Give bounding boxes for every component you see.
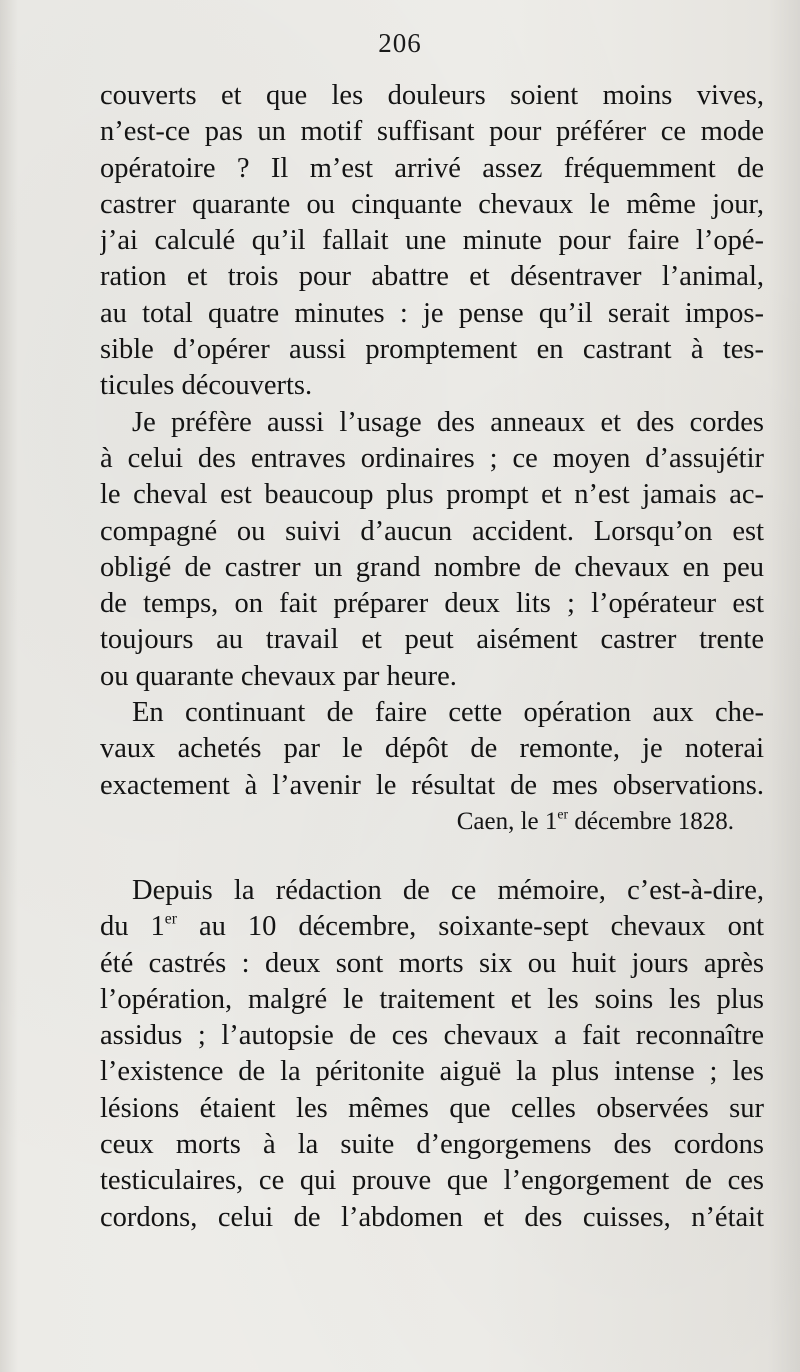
text-line: l’existence de la péritonite aiguë la plus intense ; les <box>100 1056 764 1088</box>
text-line: j’ai calculé qu’il fallait une minute pour faire l’opé- <box>100 225 764 257</box>
text-line: opératoire ? Il m’est arrivé assez fréquemment de <box>100 152 764 184</box>
text-line: sible d’opérer aussi promptement en castrant à tes- <box>100 334 764 366</box>
ordinal-superscript: er <box>164 910 177 928</box>
page-number: 206 <box>378 28 422 58</box>
signature-prefix: Caen, le 1 <box>456 807 558 835</box>
text-fragment: au 10 décembre, soixante-sept chevaux ont <box>176 911 764 943</box>
text-line: le cheval est beaucoup plus prompt et n’est jamais ac- <box>100 479 764 511</box>
paragraph-start-line: Depuis la rédaction de ce mémoire, c’est-à-dire, <box>132 875 764 906</box>
text-line: couverts et que les douleurs soient moins vives, <box>100 80 764 111</box>
date-signature <box>100 804 764 840</box>
text-line: compagné ou suivi d’aucun accident. Lorsqu’on est <box>100 515 764 547</box>
text-line: été castrés : deux sont morts six ou huit jours après <box>100 947 764 979</box>
text-line: obligé de castrer un grand nombre de chevaux en peu <box>100 551 764 583</box>
text-line: de temps, on fait préparer deux lits ; l’opérateur est <box>100 588 764 620</box>
body-text-section-1 <box>100 78 764 840</box>
text-line: testiculaires, ce qui prouve que l’engorgement de ces <box>100 1165 764 1197</box>
body-text-section-2 <box>100 873 764 1236</box>
text-line: castrer quarante ou cinquante chevaux le même jour, <box>100 188 764 220</box>
text-line: cordons, celui de l’abdomen et des cuisses, n’était <box>100 1201 764 1233</box>
text-line <box>100 909 764 945</box>
text-fragment: du 1 <box>100 911 165 943</box>
text-line: toujours au travail et peut aisément castrer trente <box>100 624 764 656</box>
text-line: assidus ; l’autopsie de ces chevaux a fait reconnaître <box>100 1020 764 1052</box>
signature-ordinal: er <box>557 806 569 822</box>
text-line: exactement à l’avenir le résultat de mes observations. <box>100 769 764 801</box>
text-line: lésions étaient les mêmes que celles observées sur <box>100 1092 764 1124</box>
text-line: au total quatre minutes : je pense qu’il serait impos- <box>100 297 764 329</box>
text-line: ou quarante chevaux par heure. <box>100 660 457 692</box>
text-line: ration et trois pour abattre et désentraver l’animal, <box>100 261 764 293</box>
text-line: l’opération, malgré le traitement et les soins les plus <box>100 983 764 1015</box>
paragraph-start-line: Je préfère aussi l’usage des anneaux et des cordes <box>132 406 764 438</box>
text-line: ticules découverts. <box>100 370 313 402</box>
text-line: à celui des entraves ordinaires ; ce moyen d’assujétir <box>100 442 764 474</box>
paragraph-start-line: En continuant de faire cette opération aux che- <box>132 697 764 729</box>
text-line: ceux morts à la suite d’engorgemens des cordons <box>100 1129 764 1161</box>
text-line: n’est-ce pas un motif suffisant pour préférer ce mode <box>100 116 764 148</box>
text-line: vaux achetés par le dépôt de remonte, je noterai <box>100 733 764 765</box>
signature-suffix: décembre 1828. <box>568 807 734 835</box>
